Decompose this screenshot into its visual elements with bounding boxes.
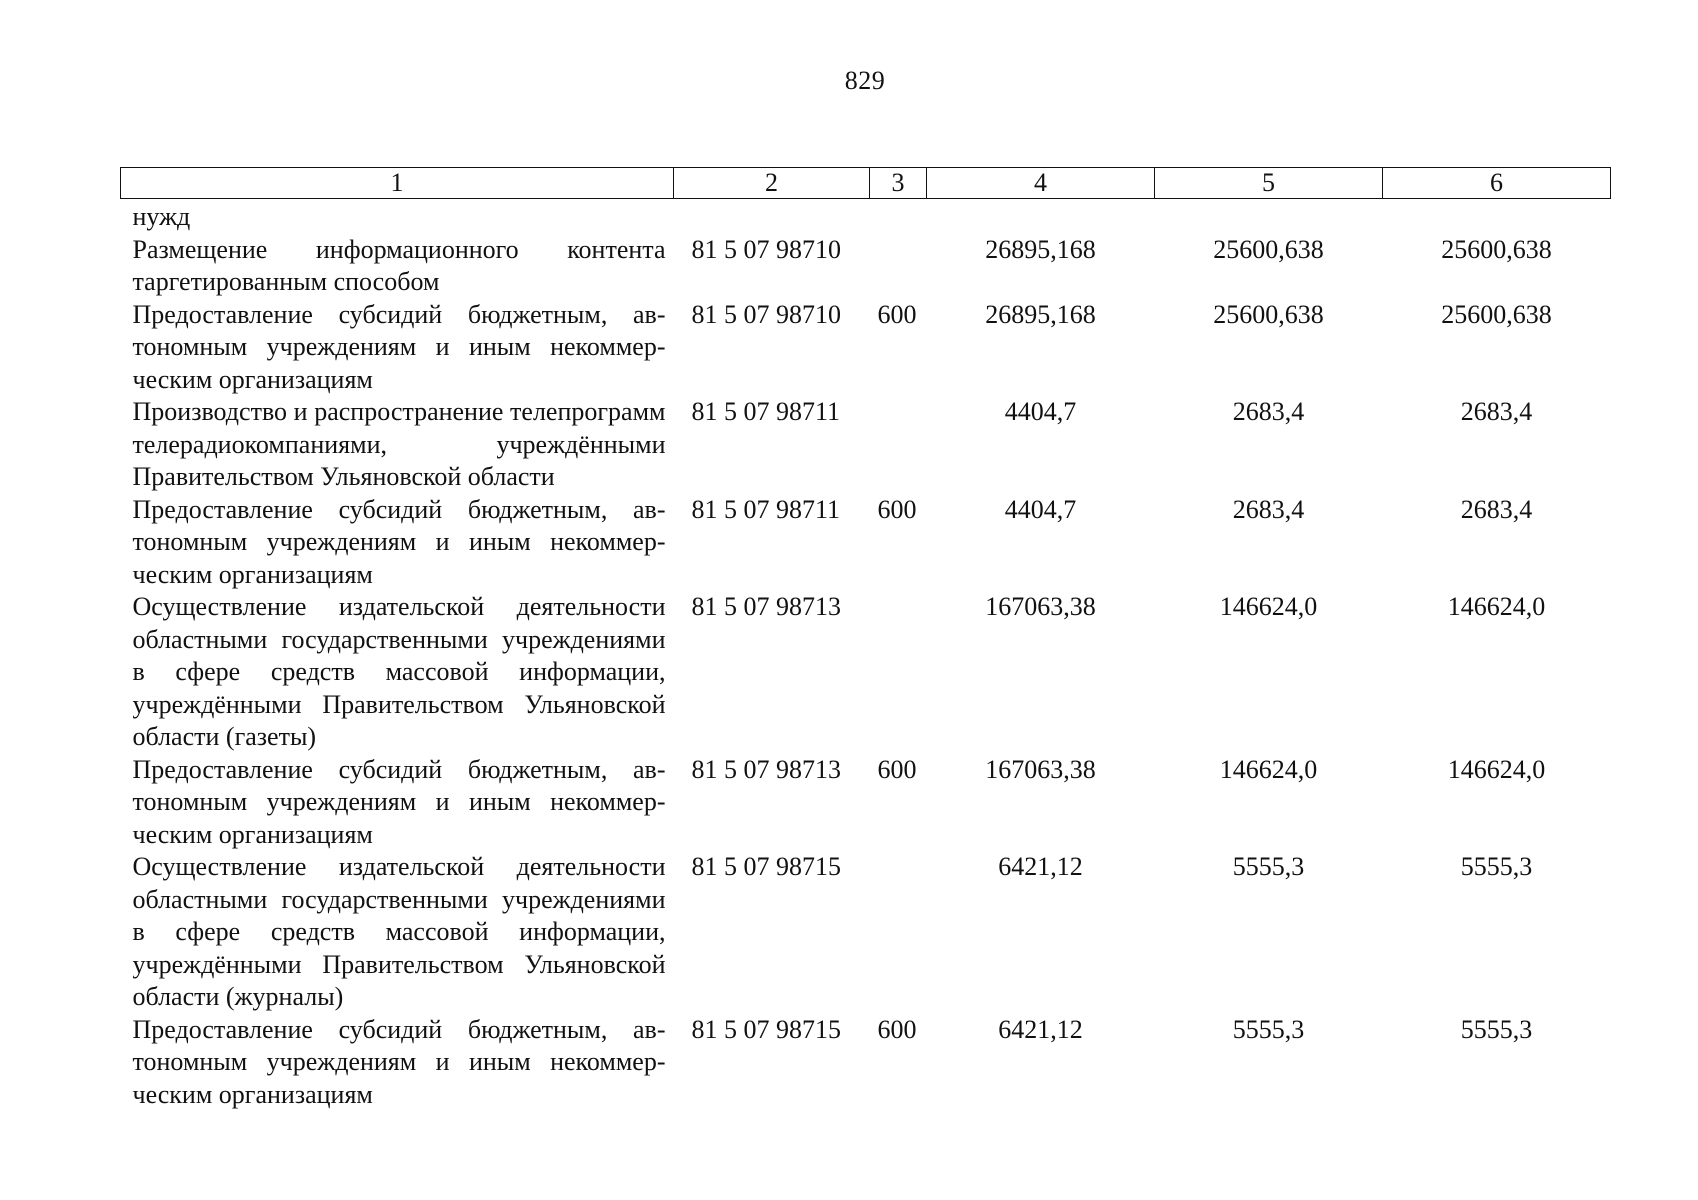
row-value-6: 146624,0 xyxy=(1447,592,1546,621)
row-value-5: 5555,3 xyxy=(1232,1014,1305,1044)
row-name: Предоставление субсидий бюджетным, автономным учреждениям и иным некоммерческим организациям xyxy=(132,494,666,589)
row-value-4: 6421,12 xyxy=(998,852,1083,881)
row-value-4: 26895,168 xyxy=(985,234,1096,264)
row-name: Осуществление издательской деятельности областными государственными учреждениями в сфере средств массовой информации, учреждёнными Правительством Ульяновской области (журналы) xyxy=(132,852,666,1011)
row-code xyxy=(674,199,870,234)
table-row xyxy=(121,1014,1611,1112)
row-expense-type xyxy=(870,396,927,494)
table-row xyxy=(121,396,1611,494)
header-col-5: 5 xyxy=(1155,168,1383,199)
page-number: 829 xyxy=(844,66,886,95)
row-value-5: 5555,3 xyxy=(1232,852,1305,881)
row-value-6 xyxy=(1383,199,1611,234)
row-value-4 xyxy=(927,199,1155,234)
row-expense-type: 600 xyxy=(877,1014,917,1044)
header-col-3: 3 xyxy=(870,168,927,199)
row-value-4: 4404,7 xyxy=(1004,494,1077,524)
row-expense-type xyxy=(870,234,927,299)
header-col-4: 4 xyxy=(927,168,1155,199)
row-value-6: 25600,638 xyxy=(1441,234,1552,264)
header-col-6: 6 xyxy=(1383,168,1611,199)
row-value-5: 146624,0 xyxy=(1219,754,1318,784)
table-row xyxy=(121,234,1611,299)
row-value-5: 25600,638 xyxy=(1213,299,1324,329)
row-code: 81 5 07 98715 xyxy=(691,852,841,881)
table-row xyxy=(121,299,1611,397)
row-code: 81 5 07 98711 xyxy=(691,397,841,426)
header-col-1: 1 xyxy=(121,168,674,199)
row-value-4: 167063,38 xyxy=(985,592,1096,621)
row-value-6: 2683,4 xyxy=(1460,397,1533,426)
row-value-5 xyxy=(1155,199,1383,234)
header-row xyxy=(121,168,1611,199)
row-code: 81 5 07 98710 xyxy=(691,299,841,329)
row-name: нужд xyxy=(132,202,191,231)
row-value-6: 5555,3 xyxy=(1460,852,1533,881)
row-code: 81 5 07 98715 xyxy=(691,1014,841,1044)
row-name: Производство и распространение телепрограмм телерадиокомпаниями, учреждёнными Правительством Ульяновской области xyxy=(132,397,666,491)
row-value-5: 2683,4 xyxy=(1232,494,1305,524)
row-expense-type: 600 xyxy=(877,299,917,329)
row-value-4: 6421,12 xyxy=(998,1014,1083,1044)
row-value-4: 26895,168 xyxy=(985,299,1096,329)
row-value-6: 2683,4 xyxy=(1460,494,1533,524)
row-expense-type: 600 xyxy=(877,494,917,524)
table-row xyxy=(121,494,1611,592)
row-code: 81 5 07 98710 xyxy=(691,234,841,264)
row-name: Предоставление субсидий бюджетным, автономным учреждениям и иным некоммерческим организациям xyxy=(132,1014,666,1109)
row-expense-type xyxy=(870,591,927,754)
row-value-5: 146624,0 xyxy=(1219,592,1318,621)
row-value-5: 2683,4 xyxy=(1232,397,1305,426)
table-row xyxy=(121,851,1611,1014)
row-code: 81 5 07 98713 xyxy=(691,754,841,784)
row-value-6: 25600,638 xyxy=(1441,299,1552,329)
row-name: Осуществление издательской деятельности областными государственными учреждениями в сфере средств массовой информации, учреждёнными Правительством Ульяновской области (газеты) xyxy=(132,592,666,751)
row-value-4: 167063,38 xyxy=(985,754,1096,784)
budget-table xyxy=(120,167,1611,1111)
row-expense-type: 600 xyxy=(877,754,917,784)
row-code: 81 5 07 98711 xyxy=(691,494,841,524)
row-value-5: 25600,638 xyxy=(1213,234,1324,264)
row-code: 81 5 07 98713 xyxy=(691,592,841,621)
row-expense-type xyxy=(870,851,927,1014)
table-row xyxy=(121,754,1611,852)
row-name: Предоставление субсидий бюджетным, автономным учреждениям и иным некоммерческим организациям xyxy=(132,299,666,394)
row-value-4: 4404,7 xyxy=(1004,397,1077,426)
row-value-6: 5555,3 xyxy=(1460,1014,1533,1044)
row-value-6: 146624,0 xyxy=(1447,754,1546,784)
row-name: Размещение информационного контента таргетированным способом xyxy=(132,234,666,296)
header-col-2: 2 xyxy=(674,168,870,199)
row-name: Предоставление субсидий бюджетным, автономным учреждениям и иным некоммерческим организациям xyxy=(132,754,666,849)
table-row xyxy=(121,591,1611,754)
table-row xyxy=(121,199,1611,234)
row-expense-type xyxy=(870,199,927,234)
